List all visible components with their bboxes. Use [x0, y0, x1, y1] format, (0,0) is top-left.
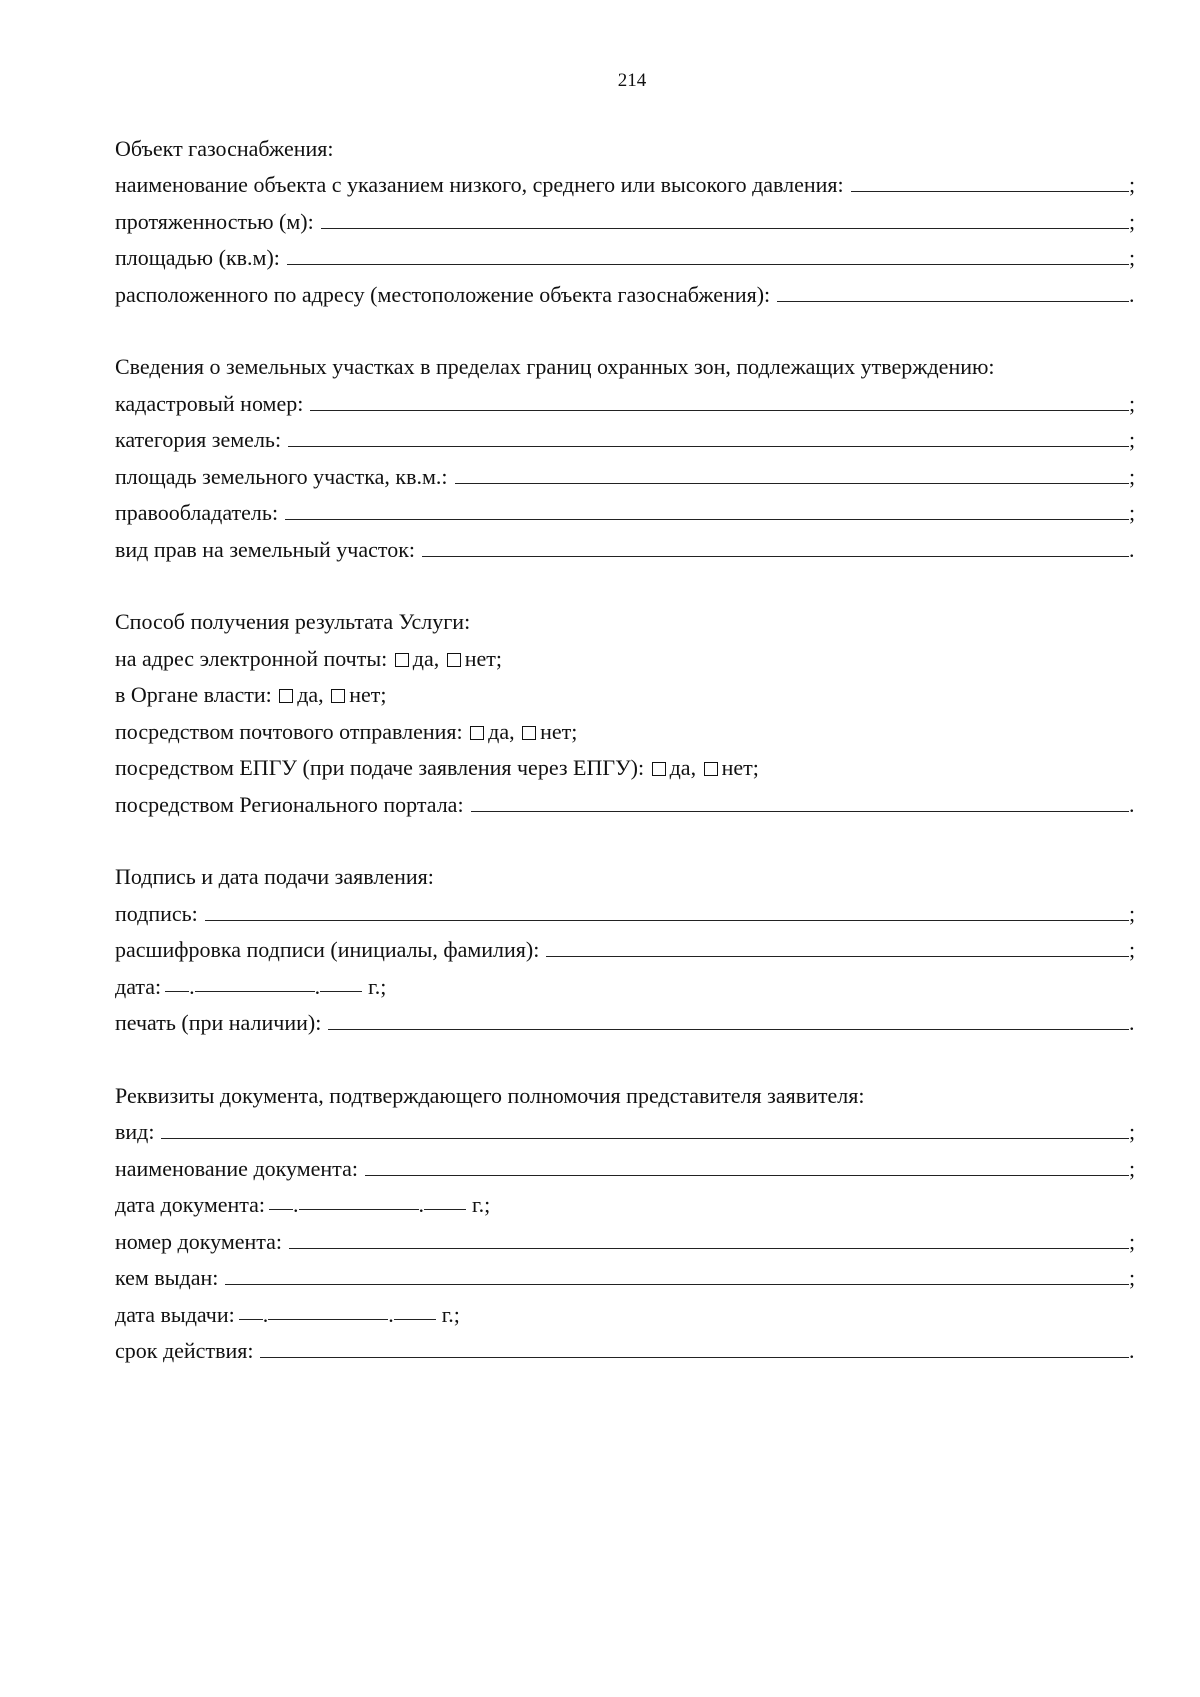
post-yes-checkbox[interactable] [470, 726, 484, 740]
epgu-label: посредством ЕПГУ (при подаче заявления через ЕПГУ): [115, 755, 645, 780]
regional-portal-field[interactable] [471, 810, 1129, 812]
category-label: категория земель: [115, 427, 282, 452]
email-row: на адрес электронной почты: да, нет; [115, 645, 502, 671]
epgu-yes-checkbox[interactable] [652, 762, 666, 776]
validity-label: срок действия: [115, 1338, 254, 1363]
authority-row: в Органе власти: да, нет; [115, 682, 387, 707]
result-method-heading: Способ получения результата Услуги: [115, 609, 471, 634]
rights-row: вид прав на земельный участок: . [115, 536, 1135, 562]
email-no-checkbox[interactable] [447, 653, 461, 667]
plot-area-label: площадь земельного участка, кв.м.: [115, 463, 448, 489]
issue-year-field[interactable] [394, 1318, 436, 1320]
gas-object-section [115, 125, 1140, 308]
signature-date-row: дата: . . г.; [115, 973, 387, 999]
signature-label: подпись: [115, 900, 198, 926]
length-field[interactable] [321, 227, 1129, 229]
signature-decoding-label: расшифровка подписи (инициалы, фамилия): [115, 937, 540, 962]
page-number: 214 [617, 70, 647, 91]
doc-type-row: вид: ; [115, 1119, 1136, 1144]
result-method-section [115, 599, 1140, 818]
gas-object-heading: Объект газоснабжения: [115, 135, 334, 161]
signature-decoding-row: расшифровка подписи (инициалы, фамилия): ; [115, 937, 1136, 962]
signature-section [115, 854, 1140, 1037]
form-content [115, 125, 1140, 1400]
doc-number-field[interactable] [289, 1247, 1129, 1249]
seal-label: печать (при наличии): [115, 1010, 322, 1035]
issued-by-row: кем выдан: ; [115, 1265, 1136, 1290]
signature-row: подпись: ; [115, 900, 1136, 926]
doc-day-field[interactable] [269, 1208, 293, 1210]
cadastral-row: кадастровый номер: ; [115, 390, 1136, 416]
signature-date-label: дата: [115, 973, 162, 999]
doc-name-label: наименование документа: [115, 1155, 358, 1181]
address-field[interactable] [777, 300, 1129, 302]
post-row: посредством почтового отправления: да, нет; [115, 718, 578, 744]
area-row: площадью (кв.м): ; [115, 245, 1136, 270]
rights-label: вид прав на земельный участок: [115, 536, 416, 562]
doc-year-field[interactable] [424, 1208, 466, 1210]
month-field[interactable] [195, 990, 315, 992]
issued-by-label: кем выдан: [115, 1265, 219, 1290]
doc-month-field[interactable] [299, 1208, 419, 1210]
land-plots-section [115, 344, 1140, 563]
signature-heading: Подпись и дата подачи заявления: [115, 864, 434, 889]
cadastral-label: кадастровый номер: [115, 390, 304, 416]
doc-name-field[interactable] [365, 1174, 1129, 1176]
doc-date-label: дата документа: [115, 1192, 266, 1217]
category-row: категория земель: ; [115, 427, 1136, 452]
signature-decoding-field[interactable] [546, 955, 1129, 957]
doc-type-field[interactable] [161, 1137, 1129, 1139]
area-label: площадью (кв.м): [115, 245, 280, 270]
address-row: расположенного по адресу (местоположение объекта газоснабжения): . [115, 281, 1135, 307]
object-name-field[interactable] [851, 190, 1129, 192]
regional-portal-row: посредством Регионального портала: . [115, 791, 1135, 817]
object-name-row: наименование объекта с указанием низкого, среднего или высокого давления: ; [115, 172, 1136, 197]
category-field[interactable] [288, 445, 1129, 447]
issue-day-field[interactable] [239, 1318, 263, 1320]
regional-portal-label: посредством Регионального портала: [115, 791, 464, 817]
plot-area-row: площадь земельного участка, кв.м.: ; [115, 463, 1136, 489]
doc-name-row: наименование документа: ; [115, 1155, 1136, 1181]
address-label: расположенного по адресу (местоположение объекта газоснабжения): [115, 281, 771, 307]
doc-number-label: номер документа: [115, 1228, 283, 1254]
epgu-no-checkbox[interactable] [704, 762, 718, 776]
authority-yes-checkbox[interactable] [279, 689, 293, 703]
doc-number-row: номер документа: ; [115, 1228, 1136, 1254]
doc-type-label: вид: [115, 1119, 155, 1144]
plot-area-field[interactable] [455, 482, 1129, 484]
object-name-label: наименование объекта с указанием низкого, среднего или высокого давления: [115, 172, 844, 197]
issue-date-row: дата выдачи: . . г.; [115, 1301, 460, 1327]
rights-field[interactable] [422, 555, 1129, 557]
issue-date-label: дата выдачи: [115, 1301, 235, 1327]
owner-field[interactable] [285, 518, 1129, 520]
post-no-checkbox[interactable] [522, 726, 536, 740]
email-yes-checkbox[interactable] [395, 653, 409, 667]
signature-field[interactable] [205, 919, 1129, 921]
issue-month-field[interactable] [268, 1318, 388, 1320]
seal-row: печать (при наличии): . [115, 1010, 1135, 1035]
seal-field[interactable] [328, 1028, 1129, 1030]
authority-no-checkbox[interactable] [331, 689, 345, 703]
post-label: посредством почтового отправления: [115, 718, 463, 744]
email-label: на адрес электронной почты: [115, 645, 388, 671]
authority-label: в Органе власти: [115, 682, 272, 707]
area-field[interactable] [287, 263, 1129, 265]
land-plots-heading: Сведения о земельных участках в пределах границ охранных зон, подлежащих утверждению: [115, 354, 995, 379]
year-field[interactable] [320, 990, 362, 992]
owner-label: правообладатель: [115, 500, 279, 525]
length-label: протяженностью (м): [115, 208, 314, 234]
epgu-row: посредством ЕПГУ (при подаче заявления через ЕПГУ): да, нет; [115, 755, 759, 780]
day-field[interactable] [165, 990, 189, 992]
validity-field[interactable] [260, 1356, 1129, 1358]
issued-by-field[interactable] [225, 1283, 1129, 1285]
cadastral-field[interactable] [310, 409, 1129, 411]
validity-row: срок действия: . [115, 1338, 1135, 1363]
doc-date-row: дата документа: . . г.; [115, 1192, 491, 1217]
length-row: протяженностью (м): ; [115, 208, 1136, 234]
representative-doc-section [115, 1072, 1140, 1364]
representative-doc-heading: Реквизиты документа, подтверждающего полномочия представителя заявителя: [115, 1082, 865, 1108]
owner-row: правообладатель: ; [115, 500, 1136, 525]
